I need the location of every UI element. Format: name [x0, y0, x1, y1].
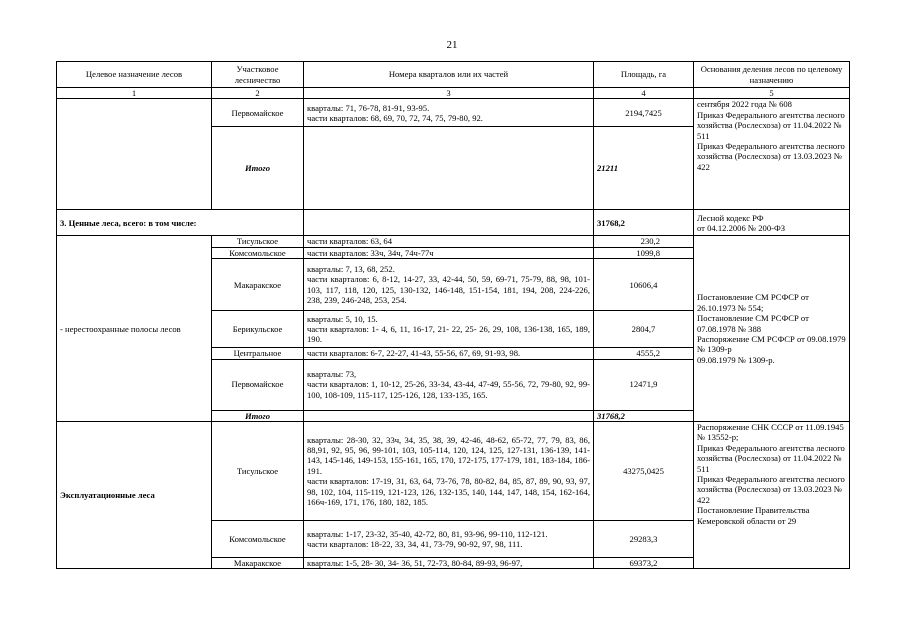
quarters-cell: кварталы: 73, части кварталов: 1, 10-12, 25-26, 33-34, 43-44, 47-49, 55-56, 72, 79-80, 92, 99-100, 108-109, 115-117, 125-126, 128, 133-135, 165. [304, 359, 594, 410]
section-label: 3. Ценные леса, всего: в том числе: [57, 210, 304, 236]
empty-purpose-cell [57, 99, 212, 210]
forestry-cell: Комсомольское [212, 521, 304, 558]
quarters-cell: части кварталов: 33ч, 34ч, 74ч-77ч [304, 247, 594, 258]
quarters-cell: части кварталов: 63, 64 [304, 236, 594, 247]
forestry-cell: Берикульское [212, 311, 304, 348]
category-label: - нерестоохранные полосы лесов [57, 236, 212, 422]
col-number: 3 [304, 88, 594, 99]
forestry-cell: Тисульское [212, 422, 304, 521]
area-cell: 2194,7425 [594, 99, 694, 127]
header-purpose: Целевое назначение лесов [57, 62, 212, 88]
forestry-cell: Первомайское [212, 99, 304, 127]
page-number: 21 [446, 39, 458, 51]
forestry-cell: Центральное [212, 348, 304, 359]
area-cell: 10606,4 [594, 259, 694, 311]
col-number: 1 [57, 88, 212, 99]
area-cell: 43275,0425 [594, 422, 694, 521]
area-cell: 4555,2 [594, 348, 694, 359]
quarters-cell: кварталы: 7, 13, 68, 252. части кварталов: 6, 8-12, 14-27, 33, 42-44, 50, 59, 69-71, 75-79, 88, 98, 101-103, 117, 118, 120, 125, 130-132, 146-148, 151-154, 181, 194, 208, 224-226, 238, 239, 246-248, 253, 254. [304, 259, 594, 311]
category-label: Эксплуатационные леса [57, 422, 212, 569]
quarters-cell: кварталы: 71, 76-78, 81-91, 93-95. части кварталов: 68, 69, 70, 72, 74, 75, 79-80, 92. [304, 99, 594, 127]
table-row [57, 236, 850, 247]
forestry-cell: Комсомольское [212, 247, 304, 258]
table-header-row [57, 62, 850, 88]
basis-cell: Постановление СМ РСФСР от 26.10.1973 № 554; Постановление СМ РСФСР от 07.08.1978 № 388 Распоряжение СМ РСФСР от 09.08.1979 № 1309-р 09.08.1979 № 1309-р. [694, 236, 850, 422]
area-cell: 2804,7 [594, 311, 694, 348]
empty-quarters-cell [304, 210, 594, 236]
table-row-section [57, 210, 850, 236]
area-cell: 230,2 [594, 236, 694, 247]
forestry-cell: Макаракское [212, 558, 304, 569]
column-number-row [57, 88, 850, 99]
forestry-cell: Макаракское [212, 259, 304, 311]
basis-cell: Лесной кодекс РФ от 04.12.2006 № 200-ФЗ [694, 210, 850, 236]
itogo-area: 21211 [594, 127, 694, 210]
forestry-cell: Первомайское [212, 359, 304, 410]
header-quarters: Номера кварталов или их частей [304, 62, 594, 88]
quarters-cell: кварталы: 5, 10, 15. части кварталов: 1- 4, 6, 11, 16-17, 21- 22, 25- 26, 29, 108, 136-138, 165, 189, 190. [304, 311, 594, 348]
table-row [57, 99, 850, 127]
header-basis: Основания деления лесов по целевому назначению [694, 62, 850, 88]
itogo-area: 31768,2 [594, 410, 694, 421]
empty-quarters-cell [304, 127, 594, 210]
table-row [57, 422, 850, 521]
area-cell: 1099,8 [594, 247, 694, 258]
quarters-cell: кварталы: 1-5, 28- 30, 34- 36, 51, 72-73, 80-84, 89-93, 96-97, [304, 558, 594, 569]
forest-purpose-table [56, 61, 850, 569]
quarters-cell: кварталы: 1-17, 23-32, 35-40, 42-72, 80, 81, 93-96, 99-110, 112-121. части кварталов: 18-22, 33, 34, 41, 73-79, 90-92, 97, 98, 111. [304, 521, 594, 558]
itogo-label: Итого [212, 410, 304, 421]
area-cell: 29283,3 [594, 521, 694, 558]
header-forestry: Участковое лесничество [212, 62, 304, 88]
col-number: 4 [594, 88, 694, 99]
col-number: 2 [212, 88, 304, 99]
basis-cell: Распоряжение СНК СССР от 11.09.1945 № 13552-р; Приказ Федерального агентства лесного хозяйства (Рослесхоза) от 11.04.2022 № 511 Приказ Федерального агентства лесного хозяйства (Рослесхоза) от 13.03.2023 № 422 Постановление Правительства Кемеровской области от 29 [694, 422, 850, 569]
area-cell: 69373,2 [594, 558, 694, 569]
col-number: 5 [694, 88, 850, 99]
empty-quarters-cell [304, 410, 594, 421]
forestry-cell: Тисульское [212, 236, 304, 247]
section-area: 31768,2 [594, 210, 694, 236]
itogo-label: Итого [212, 127, 304, 210]
quarters-cell: части кварталов: 6-7, 22-27, 41-43, 55-56, 67, 69, 91-93, 98. [304, 348, 594, 359]
basis-cell: сентября 2022 года № 608 Приказ Федерального агентства лесного хозяйства (Рослесхоза) от 11.04.2022 № 511 Приказ Федерального агентства лесного хозяйства (Рослесхоза) от 13.03.2023 № 422 [694, 99, 850, 210]
area-cell: 12471,9 [594, 359, 694, 410]
header-area: Площадь, га [594, 62, 694, 88]
quarters-cell: кварталы: 28-30, 32, 33ч, 34, 35, 38, 39, 42-46, 48-62, 65-72, 77, 79, 83, 86, 88,91, 92, 95, 96, 99-101, 103, 105-114, 120, 124, 125, 127-131, 136-139, 141-143, 145-146, 149-153, 155-161, 165, 170, 172-175, 177-179, 181, 183-184, 186-191. части кварталов: 17-19, 31, 63, 64, 73-76, 78, 80-82, 84, 85, 87, 89, 90, 93, 97, 98, 102, 104, 115-119, 121-123, 126, 132-135, 140, 144, 147, 148, 154, 162-164, 166ч-169, 171, 176, 180, 182, 185. [304, 422, 594, 521]
